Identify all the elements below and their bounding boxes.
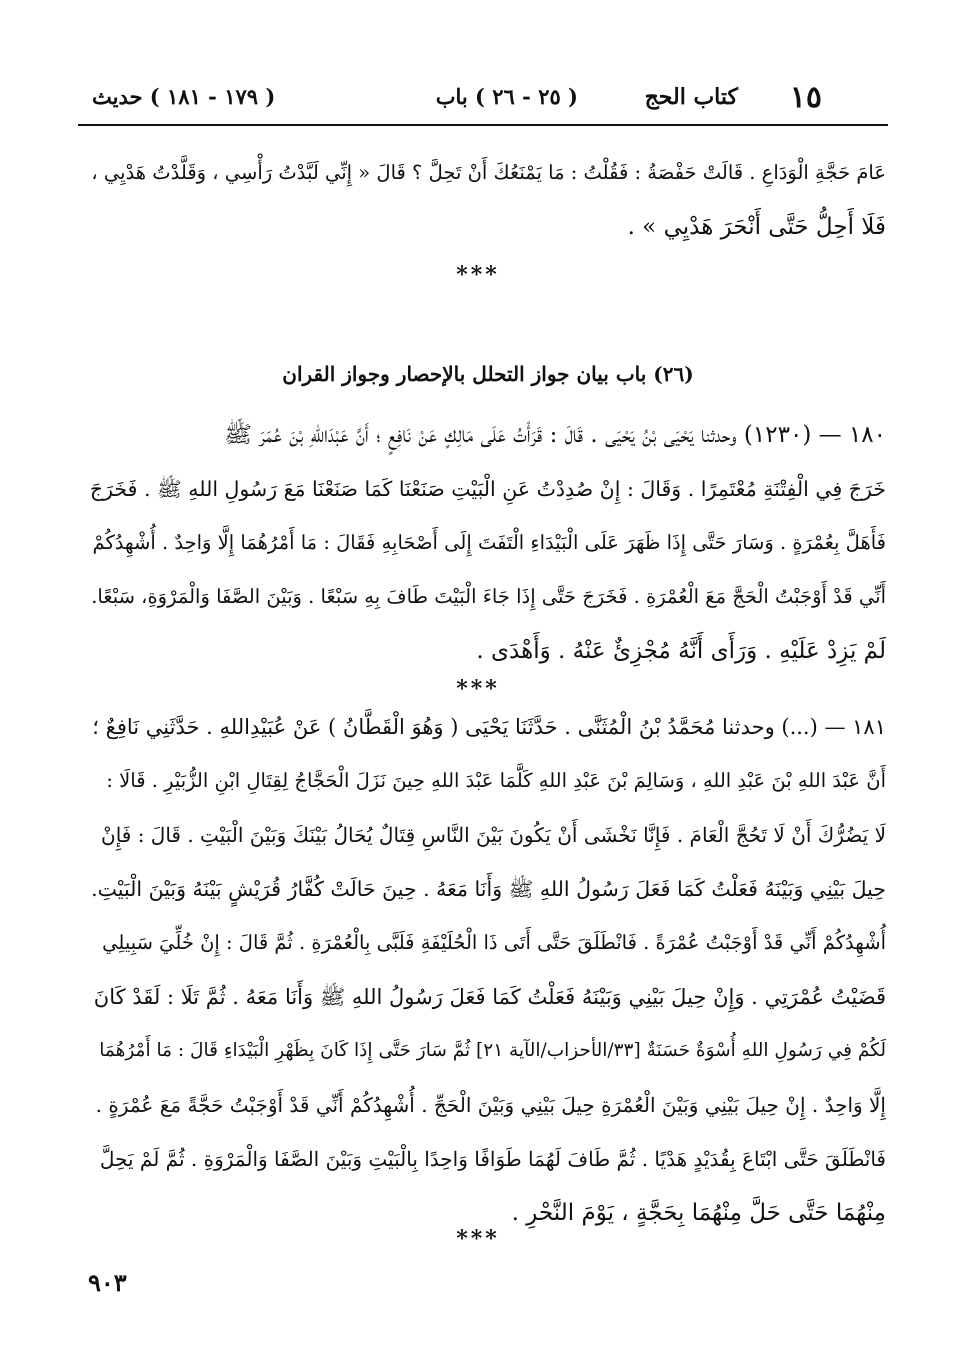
text-line: قَضَيْتُ عُمْرَتِي . وَإِنْ حِيلَ بَيْنِي وَبَيْنَهُ فَعَلْتُ كَمَا فَعَلَ رَسُولُ اللهِ ﷺ وَأَنَا مَعَهُ . ثُمَّ تَلَا : لَقَدْ كَانَ <box>93 985 886 1009</box>
text-line: لَمْ يَزِدْ عَلَيْهِ . وَرَأَى أَنَّهُ مُجْزِئٌ عَنْهُ . وَأَهْدَى . <box>476 638 886 664</box>
text-line: ١٨١ — (...) وحدثنا مُحَمَّدُ بْنُ الْمُثَنَّى . حَدَّثَنَا يَحْيَى ( وَهُوَ الْقَطَّانُ ) عَنْ عُبَيْدِاللهِ . حَدَّثَنِي نَافِعٌ ؛ <box>92 715 886 739</box>
text-line: عَامَ حَجَّةِ الْوَدَاعِ . قَالَتْ حَفْصَةُ : فَقُلْتُ : مَا يَمْنَعُكَ أَنْ تَحِلَّ ؟ قَالَ « إِنِّي لَبَّدْتُ رَأْسِي ، وَقَلَّدْتُ هَدْيِي ، <box>91 161 886 184</box>
header-bab-range: ( ٢٥ - ٢٦ ) باب <box>435 84 578 109</box>
chapter-heading: (٢٦) باب بيان جواز التحلل بالإحصار وجواز القران <box>282 362 694 386</box>
separator-stars: *** <box>456 1226 500 1252</box>
text-line: فَلَا أَحِلُّ حَتَّى أَنْحَرَ هَدْيِي » . <box>627 214 886 240</box>
text-line: خَرَجَ فِي الْفِتْنَةِ مُعْتَمِرًا . وَقَالَ : إِنْ صُدِدْتُ عَنِ الْبَيْتِ صَنَعْنَا كَمَا صَنَعْنَا مَعَ رَسُولِ اللهِ ﷺ . فَخَرَجَ <box>90 477 886 501</box>
intro-paragraph <box>90 146 886 254</box>
hadith-181 <box>90 700 886 1240</box>
text-line: مِنْهُمَا حَتَّى حَلَّ مِنْهُمَا بِحَجَّةٍ ، يَوْمَ النَّحْرِ . <box>511 1200 886 1226</box>
text-line: لَكُمْ فِي رَسُولِ اللهِ أُسْوَةٌ حَسَنَةٌ [٣٣/الأحزاب/الآية ٢١] ثُمَّ سَارَ حَتَّى إِذَا كَانَ بِظَهْرِ الْبَيْدَاءِ قَالَ : مَا أَمْرُهُمَا <box>99 1040 886 1061</box>
header-hadith-range: ( ١٧٩ - ١٨١ ) حديث <box>92 84 276 109</box>
text-line: فَأَهَلَّ بِعُمْرَةٍ . وَسَارَ حَتَّى إِذَا ظَهَرَ عَلَى الْبَيْدَاءِ الْتَفَتَ إِلَى أَصْحَابِهِ فَقَالَ : مَا أَمْرُهُمَا إِلَّا وَاحِدٌ . أُشْهِدُكُمْ <box>92 531 886 554</box>
text-line: ١٨٠ — (١٢٣٠) وحدثنا يَحْيَى بْنُ يَحْيَى . قَالَ : قَرَأْتُ عَلَى مَالِكٍ عَنْ نَافِعٍ ؛ أَنَّ عَبْدَاللهِ بْنَ عُمَرَ ﷺ <box>224 422 886 448</box>
header-book-title: كتاب الحج <box>644 84 738 110</box>
folio-number: ٩٠٣ <box>88 1268 127 1297</box>
text-line: أَنِّي قَدْ أَوْجَبْتُ الْحَجَّ مَعَ الْعُمْرَةِ . فَخَرَجَ حَتَّى إِذَا جَاءَ الْبَيْتَ طَافَ بِهِ سَبْعًا . وَبَيْنَ الصَّفَا وَالْمَرْوَةِ، سَبْعًا. <box>91 585 886 608</box>
separator-stars: *** <box>456 676 500 702</box>
text-line: فَانْطَلَقَ حَتَّى ابْتَاعَ بِقُدَيْدٍ هَدْيًا . ثُمَّ طَافَ لَهُمَا طَوَافًا وَاحِدًا بِالْبَيْتِ وَبَيْنَ الصَّفَا وَالْمَرْوَةِ . ثُمَّ لَمْ يَحِلَّ <box>99 1147 886 1171</box>
text-line: لَا يَضُرُّكَ أَنْ لَا تَحُجَّ الْعَامَ . فَإِنَّا نَخْشَى أَنْ يَكُونَ بَيْنَ النَّاسِ قِتَالٌ يُحَالُ بَيْنَكَ وَبَيْنَ الْبَيْتِ . قَالَ : فَإِنْ <box>101 823 886 847</box>
text-line: أَنَّ عَبْدَ اللهِ بْنَ عَبْدِ اللهِ ، وَسَالِمَ بْنَ عَبْدِ اللهِ كَلَّمَا عَبْدَ اللهِ حِينَ نَزَلَ الْحَجَّاجُ لِقِتَالِ ابْنِ الزُّبَيْرِ . قَالَا : <box>106 769 886 792</box>
text-line: إِلَّا وَاحِدٌ . إِنْ حِيلَ بَيْنِي وَبَيْنَ الْعُمْرَةِ حِيلَ بَيْنِي وَبَيْنَ الْحَجِّ . أُشْهِدُكُمْ أَنِّي قَدْ أَوْجَبْتُ حَجَّةً مَعَ عُمْرَةٍ . <box>95 1093 886 1117</box>
text-line: حِيلَ بَيْنِي وَبَيْنَهُ فَعَلْتُ كَمَا فَعَلَ رَسُولُ اللهِ ﷺ وَأَنَا مَعَهُ . حِينَ حَالَتْ كُفَّارُ قُرَيْشٍ بَيْنَهُ وَبَيْنَ الْبَيْتِ. <box>91 877 886 901</box>
header-page-number: ١٥ <box>789 80 822 115</box>
running-header <box>78 78 888 126</box>
hadith-180 <box>90 408 886 678</box>
separator-stars: *** <box>456 262 500 288</box>
text-line: أُشْهِدُكُمْ أَنِّي قَدْ أَوْجَبْتُ عُمْرَةً . فَانْطَلَقَ حَتَّى أَتَى ذَا الْحُلَيْفَةِ فَلَبَّى بِالْعُمْرَةِ . ثُمَّ قَالَ : إِنْ خُلِّيَ سَبِيلِي <box>102 931 886 954</box>
